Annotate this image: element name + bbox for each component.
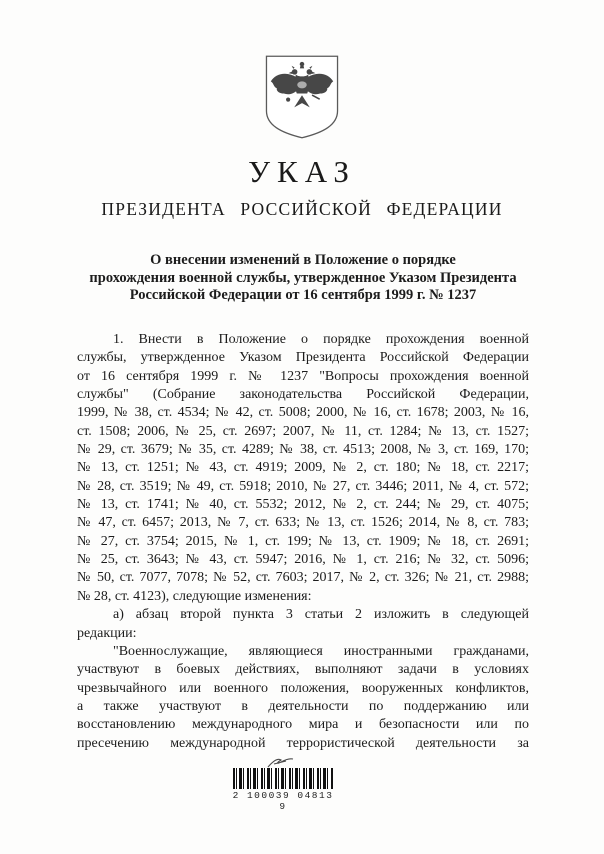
body-line: № 25, ст. 3643; № 43, ст. 5947; 2016, № 1, ст. 216; № 32, ст. 5096;	[77, 552, 529, 568]
body-line: участвуют в боевых действиях, выполняют задачи в условиях	[77, 662, 529, 678]
document-body	[77, 331, 529, 753]
body-line: а) абзац второй пункта 3 статьи 2 изложить в следующей	[113, 607, 529, 623]
body-line: восстановлению международного мира и безопасности или по	[77, 717, 529, 733]
body-line: от 16 сентября 1999 г. № 1237 "Вопросы прохождения военной	[77, 368, 529, 384]
body-line: 1999, № 38, ст. 4534; № 42, ст. 5008; 2000, № 16, ст. 1678; 2003, № 16,	[77, 405, 529, 421]
body-line: № 50, ст. 7077, 7078; № 52, ст. 7603; 2017, № 2, ст. 326; № 21, ст. 2988;	[77, 570, 529, 586]
body-line: № 47, ст. 6457; 2013, № 7, ст. 633; № 13, ст. 1526; 2014, № 8, ст. 783;	[77, 515, 529, 531]
body-line: № 28, ст. 4123), следующие изменения:	[77, 588, 312, 604]
body-line: чрезвычайного или военного положения, вооруженных конфликтов,	[77, 680, 529, 696]
coat-of-arms	[263, 52, 341, 142]
body-line: 1. Внести в Положение о порядке прохождения военной	[113, 332, 529, 347]
document-title: УКАЗ	[248, 154, 356, 189]
barcode-digits: 2 100039 04813 9	[232, 790, 334, 812]
body-line: № 29, ст. 3679; № 35, ст. 4289; № 38, ст. 4513; 2008, № 3, ст. 169, 170;	[77, 442, 529, 458]
body-line: ст. 1508; 2006, № 25, ст. 2697; 2007, № 11, ст. 1284; № 13, ст. 1527;	[77, 423, 529, 439]
body-line: пресечению международной террористической деятельности за	[77, 735, 529, 751]
barcode	[233, 768, 333, 789]
body-line: редакции:	[77, 625, 137, 641]
double-headed-eagle-icon	[263, 52, 341, 142]
subject-line: Российской Федерации от 16 сентября 1999 г. № 1237	[129, 287, 477, 303]
document-issuer: ПРЕЗИДЕНТА РОССИЙСКОЙ ФЕДЕРАЦИИ	[101, 199, 503, 219]
body-line: № 13, ст. 1741; № 40, ст. 5532; 2012, № 2, ст. 244; № 29, ст. 4075;	[77, 497, 529, 513]
body-line: а также участвуют в деятельности по поддержанию или	[77, 698, 529, 714]
subject-line: О внесении изменений в Положение о порядке	[150, 252, 456, 268]
body-line: № 28, ст. 3519; № 49, ст. 5918; 2010, № 27, ст. 3446; 2011, № 4, ст. 572;	[77, 478, 529, 494]
body-line: службы" (Собрание законодательства Российской Федерации,	[77, 387, 529, 403]
barcode-block	[228, 754, 338, 812]
document-subject	[77, 252, 529, 305]
body-line: службы, утвержденное Указом Президента Российской Федерации	[77, 350, 529, 366]
body-line: № 13, ст. 1251; № 43, ст. 4919; 2009, № 2, ст. 180; № 18, ст. 2217;	[77, 460, 529, 476]
subject-line: прохождения военной службы, утвержденное Указом Президента	[89, 269, 517, 286]
body-line: "Военнослужащие, являющиеся иностранными гражданами,	[113, 643, 529, 659]
body-line: № 27, ст. 3754; 2015, № 1, ст. 199; № 13, ст. 1909; № 18, ст. 2691;	[77, 533, 529, 549]
